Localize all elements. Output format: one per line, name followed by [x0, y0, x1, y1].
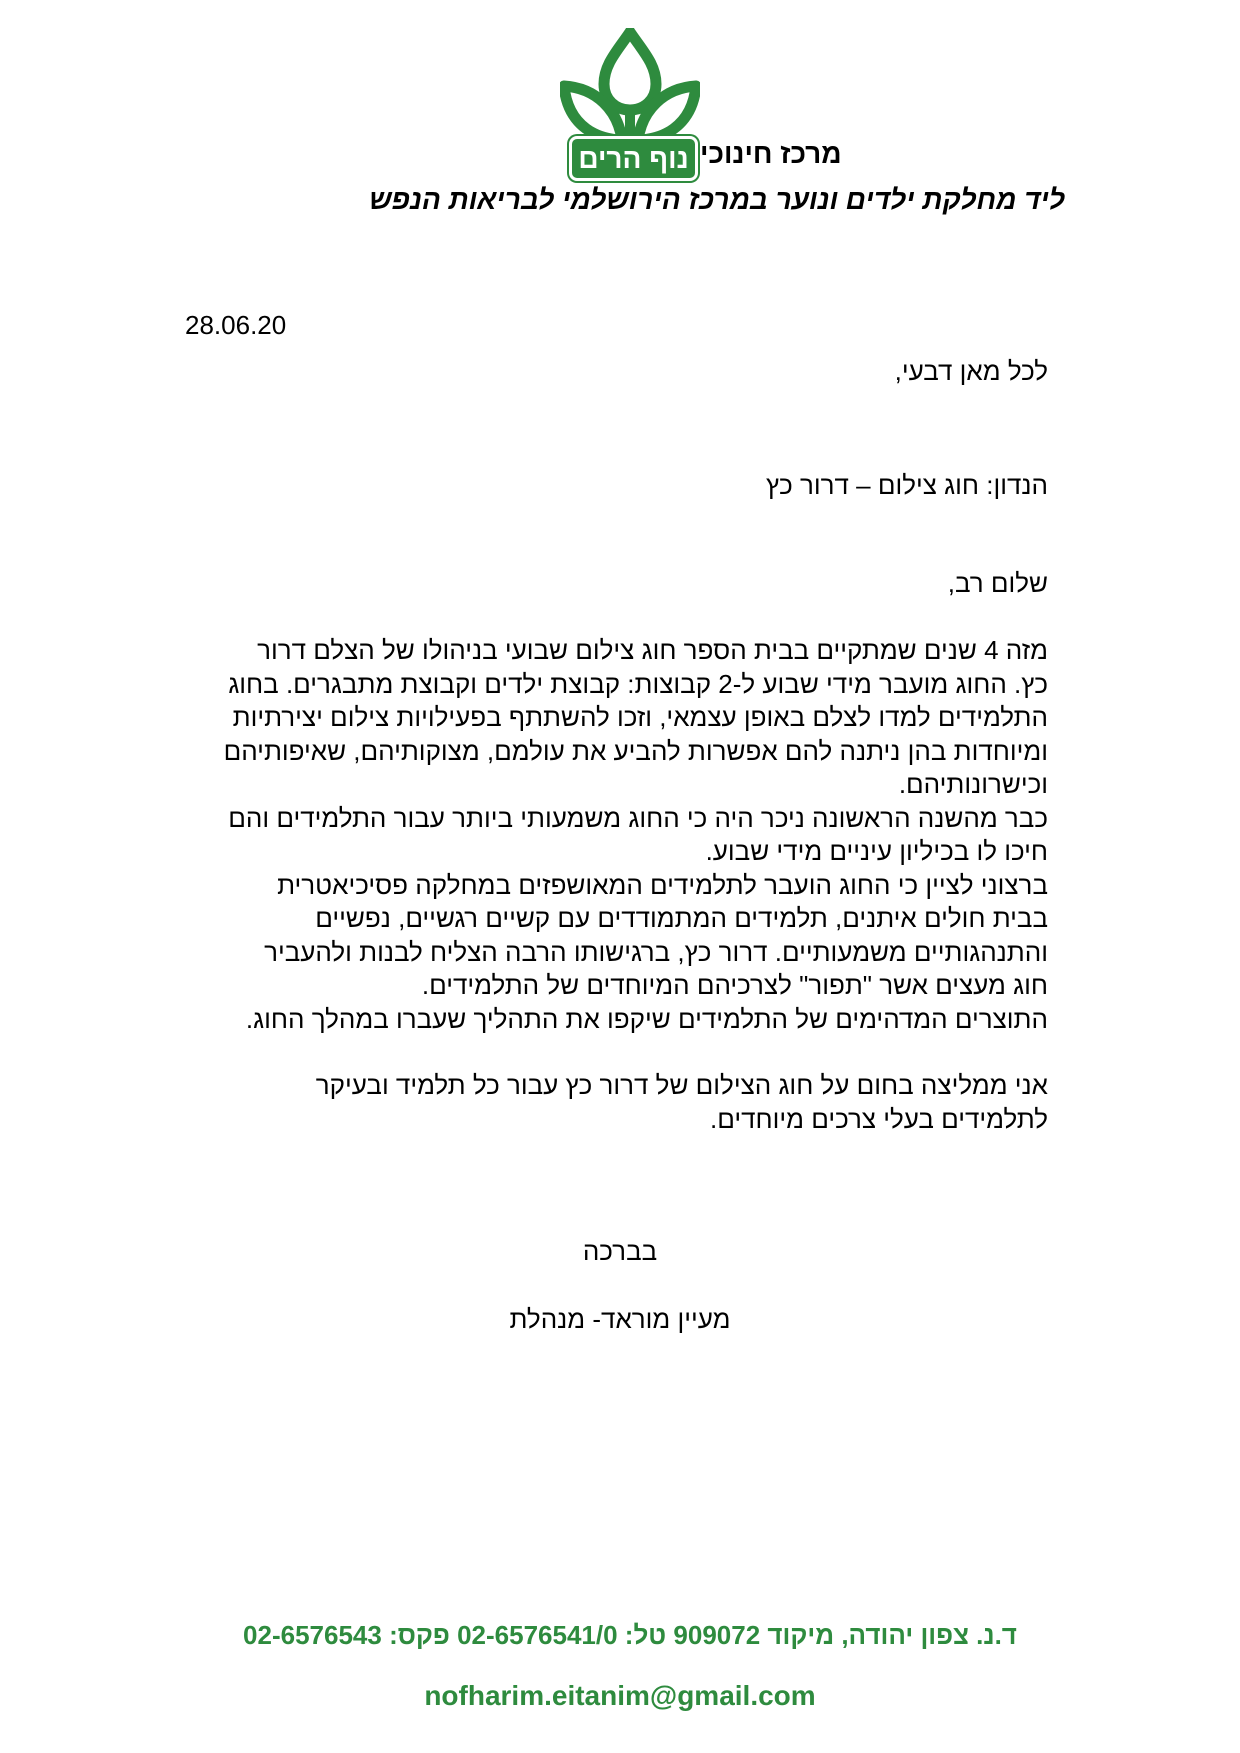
- signature: מעיין מוראד- מנהלת: [509, 1304, 731, 1334]
- closing: בברכה: [582, 1236, 658, 1266]
- body-line: ומיוחדות בהן ניתנה להם אפשרות להביע את עולמם, מצוקותיהם, שאיפותיהם: [223, 735, 1048, 766]
- body-line: חוג מעצים אשר "תפור" לצרכיהם המיוחדים של התלמידים.: [421, 970, 1048, 1000]
- greeting: שלום רב,: [947, 568, 1048, 598]
- body-line: והתנהגותיים משמעותיים. דרור כץ, ברגישותו הרבה הצליח לבנות ולהעביר: [264, 936, 1048, 967]
- footer-address: ד.נ. צפון יהודה, מיקוד 909072 טל: 02-6576541/0 פקס: 02-6576543: [243, 1620, 1017, 1650]
- logo-badge: [569, 136, 698, 181]
- subject-line: הנדון: חוג צילום – דרור כץ: [766, 470, 1048, 500]
- org-subtitle: ליד מחלקת ילדים ונוער במרכז הירושלמי לבריאות הנפש: [369, 184, 1065, 215]
- body-line: חיכו לו בכיליון עיניים מידי שבוע.: [705, 836, 1048, 866]
- addressee: לכל מאן דבעי,: [894, 356, 1048, 386]
- body-line: כבר מהשנה הראשונה ניכר היה כי החוג משמעותי ביותר עבור התלמידים והם: [228, 802, 1048, 833]
- body-line: התוצרים המדהימים של התלמידים שיקפו את התהליך שעברו במהלך החוג.: [245, 1003, 1048, 1034]
- body-line: כץ. החוג מועבר מידי שבוע ל-2 קבוצות: קבוצת ילדים וקבוצת מתבגרים. בחוג: [228, 668, 1048, 699]
- logo-text: נוף הרים: [578, 142, 689, 174]
- body-line: מזה 4 שנים שמתקיים בבית הספר חוג צילום שבועי בניהולו של הצלם דרור: [257, 635, 1048, 665]
- footer-email[interactable]: nofharim.eitanim@gmail.com: [424, 1680, 816, 1711]
- body-line: התלמידים למדו לצלם באופן עצמאי, וזכו להשתתף בפעילויות צילום יצירתיות: [232, 702, 1048, 732]
- recommendation-line: אני ממליצה בחום על חוג הצילום של דרור כץ עבור כל תלמיד ובעיקר: [315, 1070, 1048, 1100]
- letter-date: 28.06.20: [185, 310, 287, 340]
- body-line: ברצוני לציין כי החוג הועבר לתלמידים המאושפזים במחלקה פסיכיאטרית: [277, 869, 1048, 900]
- recommendation-line: לתלמידים בעלי צרכים מיוחדים.: [710, 1103, 1048, 1134]
- body-line: בבית חולים איתנים, תלמידים המתמודדים עם קשיים רגשיים, נפשיים: [315, 903, 1048, 933]
- letter-body: [168, 634, 1048, 1136]
- org-name: מרכז חינוכי: [700, 138, 842, 169]
- body-line: וכישרונותיהם.: [898, 769, 1048, 799]
- paragraph-gap: [168, 1036, 1048, 1069]
